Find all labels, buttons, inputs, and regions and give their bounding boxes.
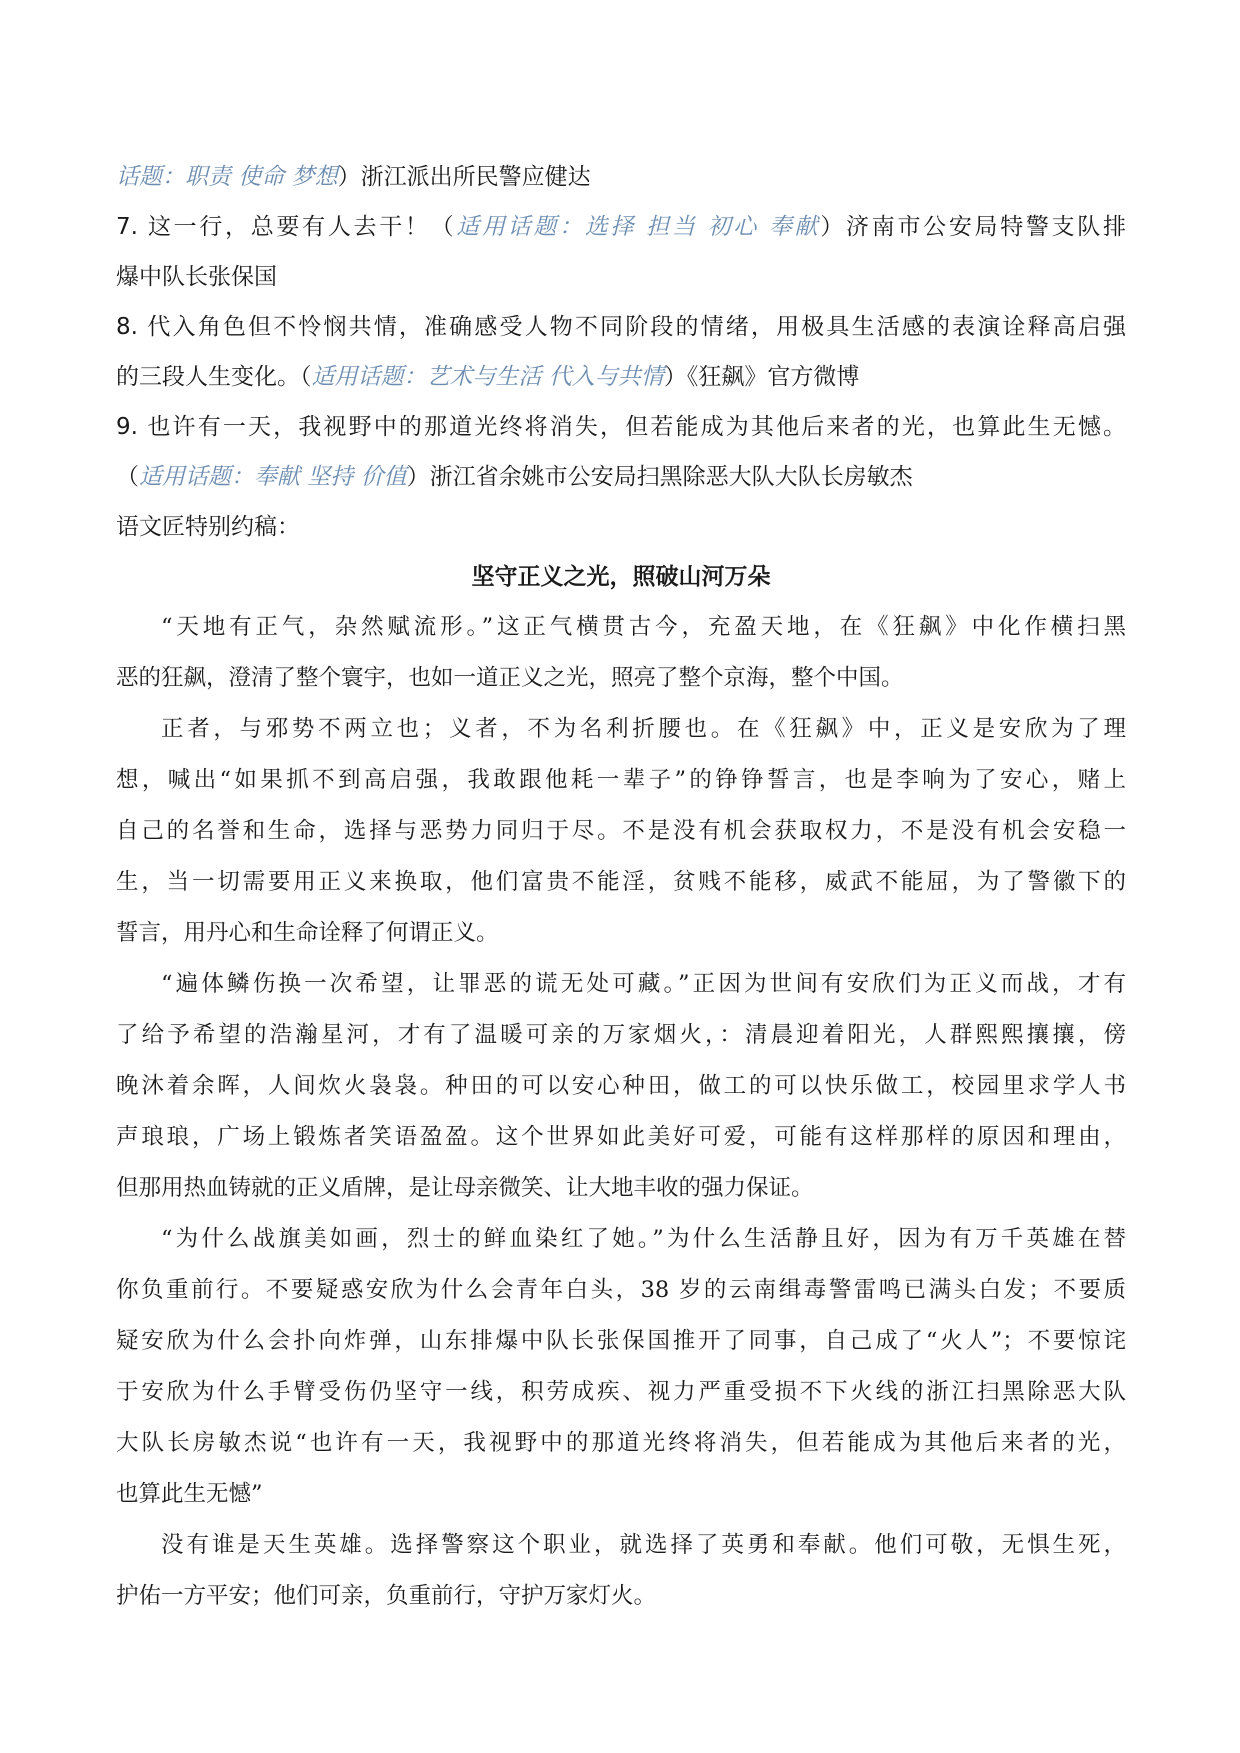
essay-line: “天地有正气，杂然赋流形。”这正气横贯古今，充盈天地，在《狂飙》中化作横扫黑 (161, 614, 1126, 640)
topic-tag: 适用话题：选择 担当 初心 奉献 (456, 214, 821, 240)
special-note: 语文匠特别约稿： (116, 514, 300, 540)
topic-tag: 适用话题：奉献 坚持 价值 (139, 464, 407, 490)
quote-text: 7. 这一行，总要有人去干！（ (116, 214, 457, 240)
essay-line: 护佑一方平安；他们可亲，负重前行，守护万家灯火。 (116, 1583, 657, 1609)
essay-line: 晚沐着余晖，人间炊火袅袅。种田的可以安心种田，做工的可以快乐做工，校园里求学人书 (116, 1073, 1126, 1099)
quote-text: 9. 也许有一天，我视野中的那道光终将消失，但若能成为其他后来者的光，也算此生无憾。 (116, 414, 1126, 440)
quote-text: 爆中队长张保国 (116, 264, 277, 290)
essay-line: 生，当一切需要用正义来换取，他们富贵不能淫，贫贱不能移，威武不能屈，为了警徽下的 (116, 869, 1126, 895)
essay-paragraph (116, 1520, 1126, 1622)
quote-line-q8 (116, 302, 1126, 352)
essay-line: 想，喊出“如果抓不到高启强，我敢跟他耗一辈子”的铮铮誓言，也是李响为了安心，赌上 (116, 767, 1126, 793)
quote-text: 8. 代入角色但不怜悯共情，准确感受人物不同阶段的情绪，用极具生活感的表演诠释高启强 (116, 314, 1126, 340)
quote-line-q7 (116, 202, 1126, 252)
essay-line: 你负重前行。不要疑惑安欣为什么会青年白头，38 岁的云南缉毒警雷鸣已满头白发；不要质 (116, 1277, 1126, 1303)
quote-text: ）浙江派出所民警应健达 (337, 164, 591, 190)
quote-line-q9 (116, 452, 1126, 502)
quote-text: ）济南市公安局特警支队排 (820, 214, 1126, 240)
quote-line-q6-tail (116, 152, 1126, 202)
essay-line: 声琅琅，广场上锻炼者笑语盈盈。这个世界如此美好可爱，可能有这样那样的原因和理由， (116, 1124, 1126, 1150)
quote-text: 的三段人生变化。（ (116, 364, 312, 390)
essay-line: 大队长房敏杰说“也许有一天，我视野中的那道光终将消失，但若能成为其他后来者的光， (116, 1430, 1126, 1456)
essay-line: “为什么战旗美如画，烈士的鲜血染红了她。”为什么生活静且好，因为有万千英雄在替 (161, 1226, 1126, 1252)
essay-line: 自己的名誉和生命，选择与恶势力同归于尽。不是没有机会获取权力，不是没有机会安稳一 (116, 818, 1126, 844)
quote-line-q9 (116, 402, 1126, 452)
essay-line: 没有谁是天生英雄。选择警察这个职业，就选择了英勇和奉献。他们可敬，无惧生死， (161, 1532, 1126, 1558)
topic-tag: 话题：职责 使命 梦想 (116, 164, 338, 190)
essay-title: 坚守正义之光，照破山河万朵 (471, 564, 771, 590)
essay-paragraph (116, 704, 1126, 959)
essay-line: 了给予希望的浩瀚星河，才有了温暖可亲的万家烟火，：清晨迎着阳光，人群熙熙攘攘，傍 (116, 1022, 1126, 1048)
document-content (116, 152, 1126, 1622)
essay-paragraph (116, 602, 1126, 704)
essay-line: “遍体鳞伤换一次希望，让罪恶的谎无处可藏。”正因为世间有安欣们为正义而战，才有 (161, 971, 1126, 997)
essay-body (116, 602, 1126, 1622)
essay-line: 誓言，用丹心和生命诠释了何谓正义。 (116, 920, 499, 946)
essay-paragraph (116, 959, 1126, 1214)
essay-line: 恶的狂飙，澄清了整个寰宇，也如一道正义之光，照亮了整个京海，整个中国。 (116, 665, 904, 691)
quote-line-q8 (116, 352, 1126, 402)
essay-line: 于安欣为什么手臂受伤仍坚守一线，积劳成疾、视力严重受损不下火线的浙江扫黑除恶大队 (116, 1379, 1126, 1405)
essay-line: 也算此生无憾” (116, 1481, 263, 1507)
quote-list (116, 152, 1126, 502)
quote-text: ）浙江省余姚市公安局扫黑除恶大队大队长房敏杰 (406, 464, 913, 490)
essay-paragraph (116, 1214, 1126, 1520)
quote-text: （ (116, 464, 139, 490)
topic-tag: 适用话题：艺术与生活 代入与共情 (311, 364, 664, 390)
quote-line-q7 (116, 252, 1126, 302)
quote-text: ）《狂飙》官方微博 (663, 364, 860, 390)
essay-line: 疑安欣为什么会扑向炸弹，山东排爆中队长张保国推开了同事，自己成了“火人”；不要惊诧 (116, 1328, 1126, 1354)
essay-line: 正者，与邪势不两立也；义者，不为名利折腰也。在《狂飙》中，正义是安欣为了理 (161, 716, 1126, 742)
essay-line: 但那用热血铸就的正义盾牌，是让母亲微笑、让大地丰收的强力保证。 (116, 1175, 814, 1201)
